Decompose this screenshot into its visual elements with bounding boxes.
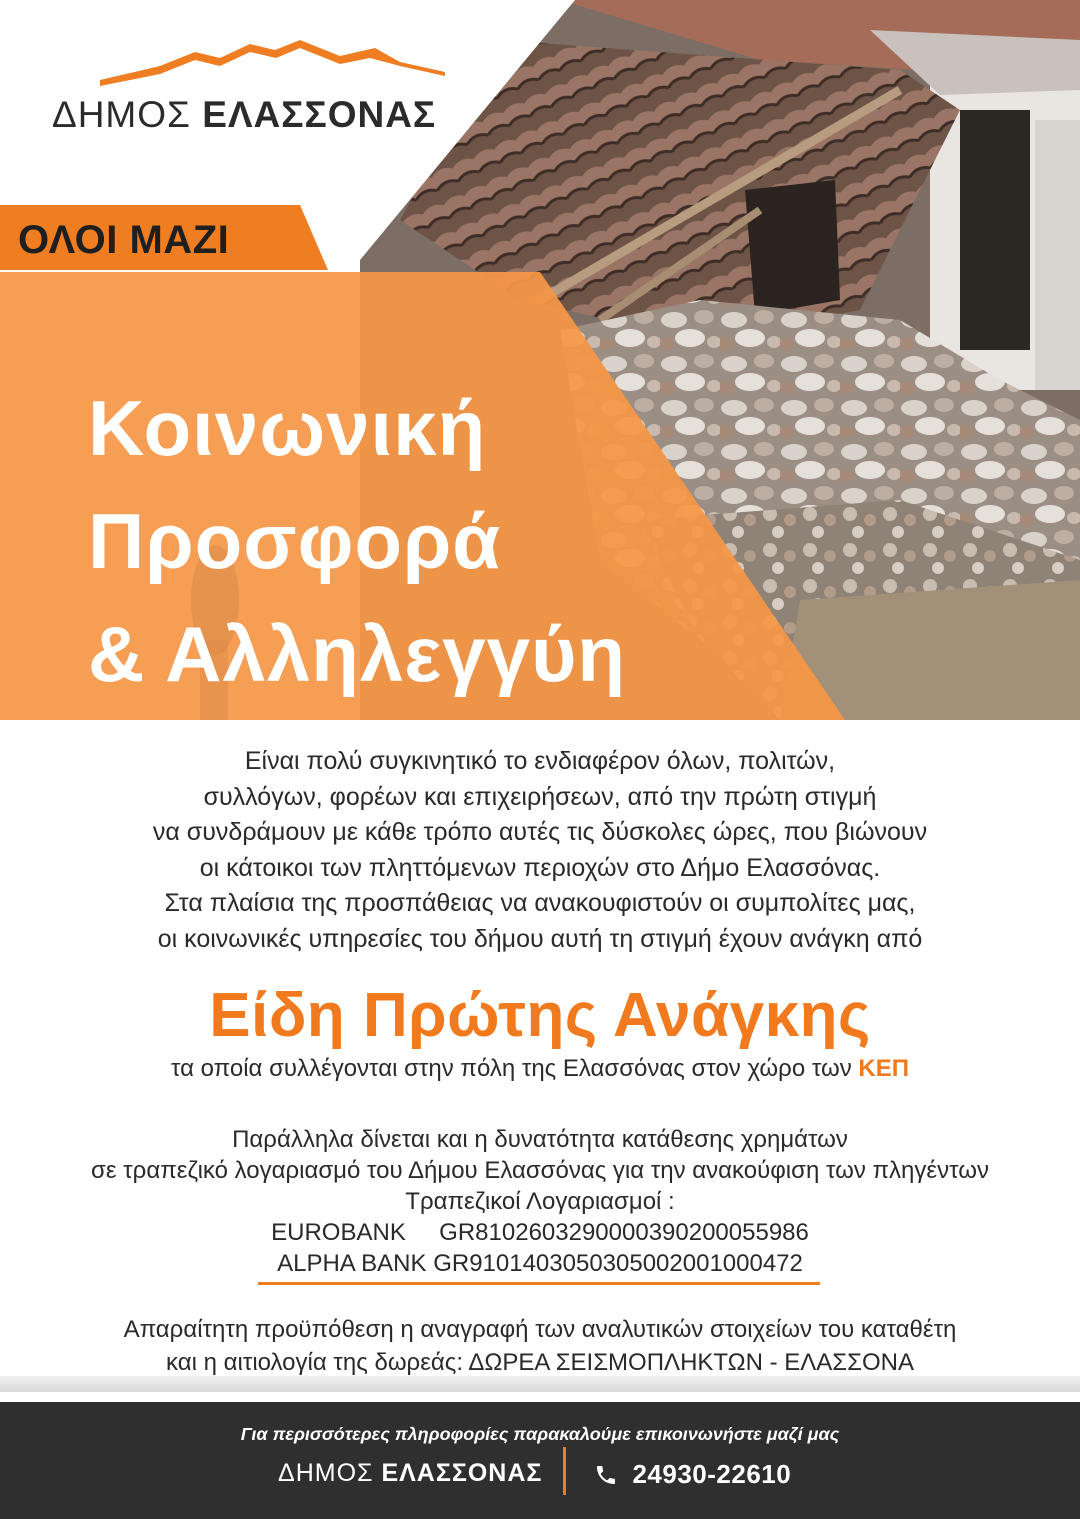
headline-line-3: & Αλληλεγγύη <box>88 610 627 698</box>
requirement-line: και η αιτιολογία της δωρεάς: ΔΩΡΕΑ ΣΕΙΣΜΟΠΛΗΚΤΩΝ - ΕΛΑΣΣΟΝΑ <box>166 1349 914 1376</box>
deposit-line: Παράλληλα δίνεται και η δυνατότητα κατάθεσης χρημάτων <box>232 1126 848 1153</box>
phone-number: 24930-22610 <box>632 1459 792 1489</box>
footer-separator <box>0 1376 1080 1392</box>
divider <box>258 1282 820 1285</box>
intro-paragraph <box>0 744 1080 957</box>
headline-line-1: Κοινωνική <box>88 384 487 472</box>
collection-text: τα οποία συλλέγονται στην πόλη της Ελασσόνας στον χώρο των <box>170 1055 852 1082</box>
bank-name: ALPHA BANK <box>277 1250 427 1277</box>
intro-line: Στα πλαίσια της προσπάθειας να ανακουφιστούν οι συμπολίτες μας, <box>164 889 916 917</box>
headline <box>88 372 626 711</box>
account-alphabank <box>0 1248 1080 1279</box>
intro-line: να συνδράμουν με κάθε τρόπο αυτές τις δύσκολες ώρες, που βιώνουν <box>152 818 928 846</box>
account-eurobank <box>0 1217 1080 1248</box>
headline-line-2: Προσφορά <box>88 497 502 585</box>
footer-phone[interactable] <box>594 1459 791 1490</box>
mountain-logo-icon <box>100 36 450 96</box>
logo-text: ΔΗΜΟΣ ΕΛΑΣΣΟΝΑΣ <box>52 94 437 135</box>
footer-logo: ΔΗΜΟΣ ΕΛΑΣΣΟΝΑΣ <box>278 1459 543 1487</box>
footer-divider <box>563 1447 566 1495</box>
deposit-line: σε τραπεζικό λογαριασμό του Δήμου Ελασσόνας για την ανακούφιση των πληγέντων <box>91 1157 989 1184</box>
bank-iban: GR8102603290000390200055986 <box>439 1219 809 1246</box>
hero-photo-section <box>0 0 1080 720</box>
collection-point <box>0 1055 1080 1083</box>
municipality-logo <box>52 36 462 136</box>
footer-info: Για περισσότερες πληροφορίες παρακαλούμε επικοινωνήστε μαζί μας <box>240 1424 840 1444</box>
requirement-line: Απαραίτητη προϋπόθεση η αναγραφή των αναλυτικών στοιχείων του καταθέτη <box>123 1316 957 1343</box>
intro-line: συλλόγων, φορέων και επιχειρήσεων, από την πρώτη στιγμή <box>203 782 877 811</box>
deposit-section <box>0 1124 1080 1279</box>
deposit-line: Τραπεζικοί Λογαριασμοί : <box>405 1188 675 1215</box>
phone-icon <box>594 1463 618 1487</box>
collection-highlight: ΚΕΠ <box>858 1055 910 1082</box>
intro-line: Είναι πολύ συγκινητικό το ενδιαφέρον όλων, πολιτών, <box>244 747 836 775</box>
intro-line: οι κοινωνικές υπηρεσίες του δήμου αυτή τη στιγμή έχουν ανάγκη από <box>157 924 923 953</box>
bank-name: EUROBANK <box>271 1219 406 1246</box>
needs-title: Είδη Πρώτης Ανάγκης <box>209 981 871 1050</box>
footer <box>0 1402 1080 1519</box>
requirement-text <box>0 1313 1080 1379</box>
intro-line: οι κάτοικοι των πληττόμενων περιοχών στο Δήμο Ελασσόνας. <box>199 853 881 882</box>
campaign-tag: ΟΛΟΙ ΜΑΖΙ <box>18 218 230 262</box>
bank-iban: GR9101403050305002001000472 <box>433 1250 803 1277</box>
